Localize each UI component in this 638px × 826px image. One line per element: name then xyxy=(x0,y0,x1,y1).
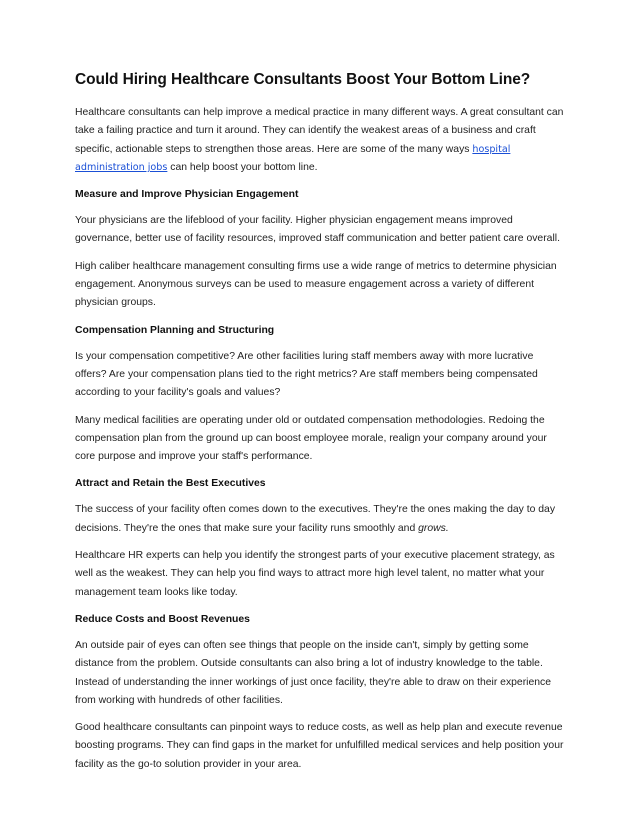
physician-engagement-paragraph-1: Your physicians are the lifeblood of your facility. Higher physician engagement means improved governance, better use of facility resources, improved staff communication and better patient care overall. xyxy=(75,215,560,245)
section-heading-physician-engagement: Measure and Improve Physician Engagement xyxy=(75,189,299,201)
hospital-administration-jobs-link[interactable]: hospital administration jobs xyxy=(75,143,511,173)
compensation-paragraph-1: Is your compensation competitive? Are other facilities luring staff members away with more lucrative offers? Are your compensation plans tied to the right metrics? Are staff members being compensated according to your facility's goals and values? xyxy=(75,350,538,399)
intro-paragraph xyxy=(75,104,565,177)
executives-paragraph-1 xyxy=(75,501,565,538)
section-heading-costs-revenues: Reduce Costs and Boost Revenues xyxy=(75,613,250,625)
intro-text-after-link: can help boost your bottom line. xyxy=(167,161,318,173)
physician-engagement-paragraph-2: High caliber healthcare management consulting firms use a wide range of metrics to determine physician engagement. Anonymous surveys can be used to measure engagement across a variety of different physician groups. xyxy=(75,260,557,309)
article-title: Could Hiring Healthcare Consultants Boost Your Bottom Line? xyxy=(75,71,531,88)
executives-paragraph-1-text: The success of your facility often comes down to the executives. They're the ones making the day to day decisions. They're the ones that make sure your facility runs smoothly and xyxy=(75,504,556,534)
section-heading-executives: Attract and Retain the Best Executives xyxy=(75,478,266,490)
costs-revenues-paragraph-2: Good healthcare consultants can pinpoint ways to reduce costs, as well as help plan and execute revenue boosting programs. They can find gaps in the market for unfulfilled medical services and help position your facility as the go-to solution provider in your area. xyxy=(75,722,564,770)
intro-text-before-link: Healthcare consultants can help improve a medical practice in many different ways. A great consultant can take a failing practice and turn it around. They can identify the weakest areas of a business and craft specific, actionable steps to strengthen those areas. Here are some of the many ways xyxy=(75,107,564,155)
document-page xyxy=(75,70,565,783)
executives-paragraph-1-emphasis: grows. xyxy=(418,522,449,534)
compensation-paragraph-2: Many medical facilities are operating under old or outdated compensation methodologies. Redoing the compensation plan from the ground up can boost employee morale, realign your company around your core purpose and improve your staff's performance. xyxy=(75,414,547,463)
section-heading-compensation: Compensation Planning and Structuring xyxy=(75,324,275,336)
executives-paragraph-2: Healthcare HR experts can help you identify the strongest parts of your executive placement strategy, as well as the weakest. They can help you find ways to attract more high level talent, no matter what your management team looks like today. xyxy=(75,550,555,598)
costs-revenues-paragraph-1: An outside pair of eyes can often see things that people on the inside can't, simply by getting some distance from the problem. Outside consultants can also bring a lot of industry knowledge to the table. Instead of understanding the inner workings of just once facility, they're able to draw on their experience from working with hundreds of other facilities. xyxy=(75,639,551,706)
